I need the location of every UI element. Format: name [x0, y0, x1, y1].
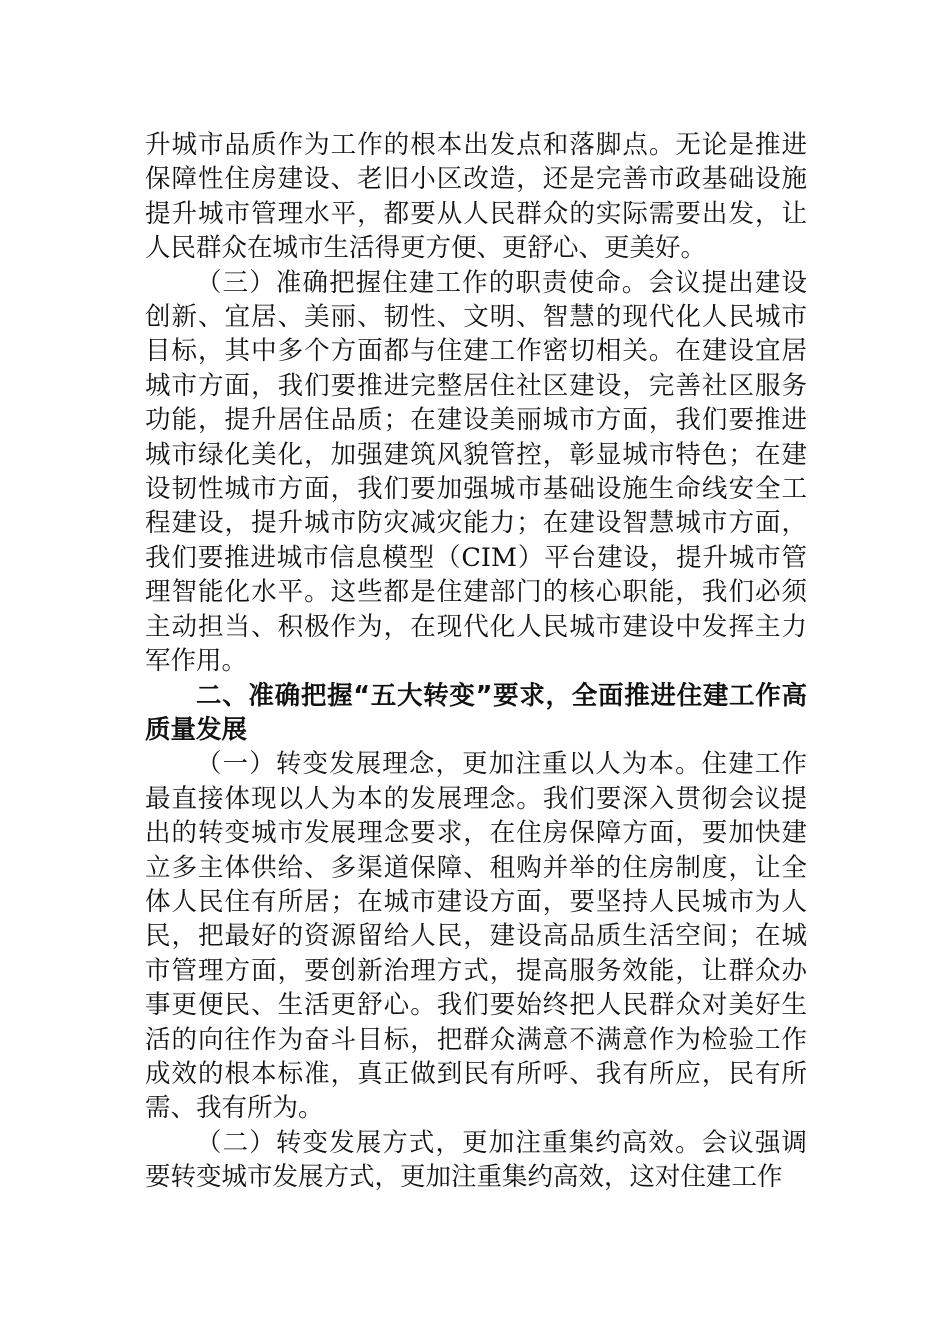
paragraph-section-3: （三）准确把握住建工作的职责使命。会议提出建设创新、宜居、美丽、韧性、文明、智慧的现代化人民城市目标，其中多个方面都与住建工作密切相关。在建设宜居城市方面，我们要推进完整居住社区建设，完善社区服务功能，提升居住品质；在建设美丽城市方面，我们要推进城市绿化美化，加强建筑风貌管控，彰显城市特色；在建设韧性城市方面，我们要加强城市基础设施生命线安全工程建设，提升城市防灾减灾能力；在建设智慧城市方面，我们要推进城市信息模型（CIM）平台建设，提升城市管理智能化水平。这些都是住建部门的核心职能，我们必须主动担当、积极作为，在现代化人民城市建设中发挥主力军作用。	[145, 267, 807, 677]
paragraph-subsection-1: （一）转变发展理念，更加注重以人为本。住建工作最直接体现以人为本的发展理念。我们要深入贯彻会议提出的转变城市发展理念要求，在住房保障方面，要加快建立多主体供给、多渠道保障、租购并举的住房制度，让全体人民住有所居；在城市建设方面，要坚持人民城市为人民，把最好的资源留给人民，建设高品质生活空间；在城市管理方面，要创新治理方式，提高服务效能，让群众办事更便民、生活更舒心。我们要始终把人民群众对美好生活的向往作为奋斗目标，把群众满意不满意作为检验工作成效的根本标准，真正做到民有所呼、我有所应，民有所需、我有所为。	[145, 749, 807, 1124]
paragraph-continuation: 升城市品质作为工作的根本出发点和落脚点。无论是推进保障性住房建设、老旧小区改造，还是完善市政基础设施提升城市管理水平，都要从人民群众的实际需要出发，让人民群众在城市生活得更方便、更舒心、更美好。	[145, 130, 807, 264]
document-page	[145, 128, 807, 1195]
paragraph-subsection-2: （二）转变发展方式，更加注重集约高效。会议强调要转变城市发展方式，更加注重集约高效，这对住建工作	[145, 1127, 807, 1193]
section-heading-2: 二、准确把握“五大转变”要求，全面推进住建工作高质量发展	[145, 680, 807, 745]
